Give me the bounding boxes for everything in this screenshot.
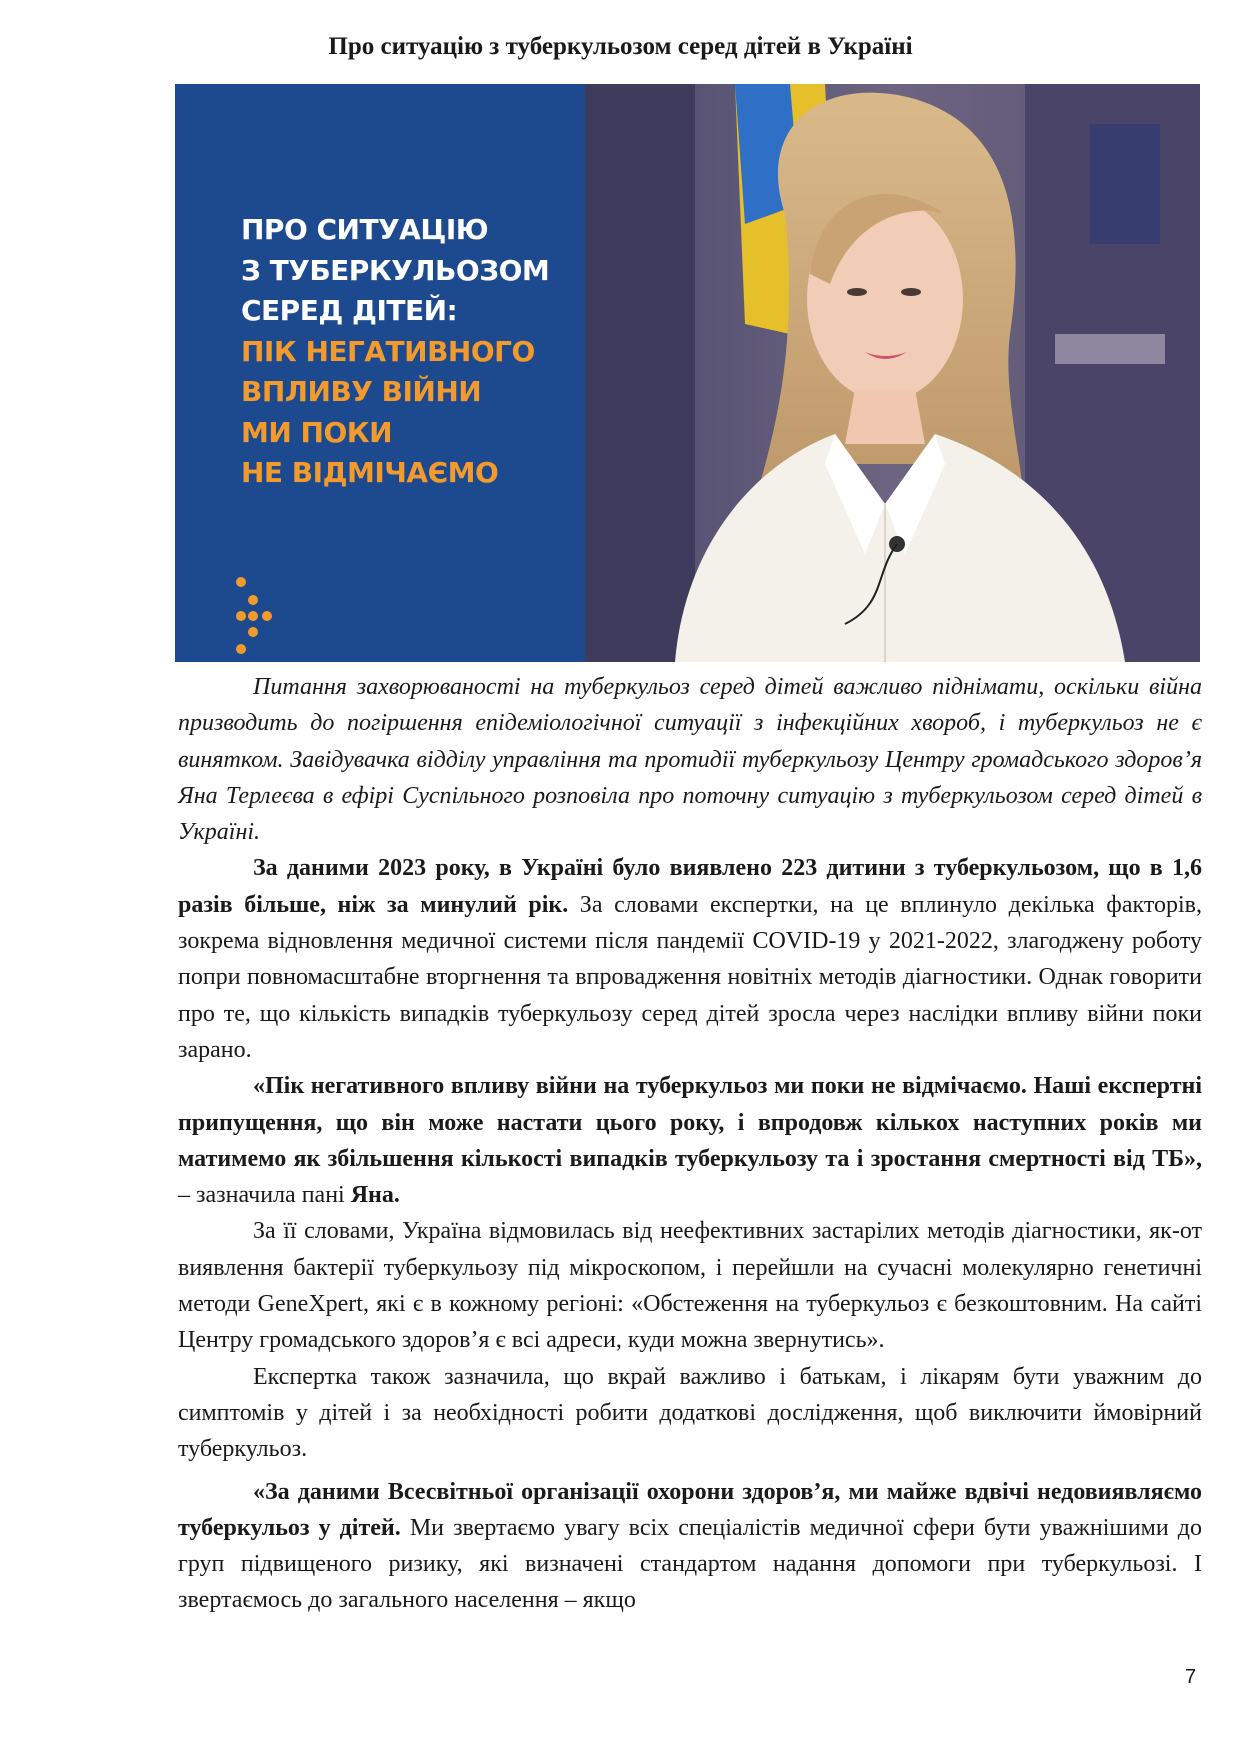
banner-line: МИ ПОКИ xyxy=(241,415,393,449)
paragraph: За її словами, Україна відмовилась від неефективних застарілих методів діагностики, як-от виявлення бактерії туберкульозу під мікроскопом, і перейшли на сучасні молекулярно генетичні методи GeneXpert, які є в кожному регіоні: «Обстеження на туберкульоз є безкоштовним. На сайті Центру громадського здоров’я є всі адреси, куди можна звернутись». xyxy=(178,1218,1202,1354)
banner-line: НЕ ВІДМІЧАЄМО xyxy=(241,456,499,489)
speaker-photo-illustration xyxy=(585,84,1200,662)
banner-line: ВПЛИВУ ВІЙНИ xyxy=(241,375,482,408)
page-number: 7 xyxy=(1185,1666,1197,1688)
speaker-photo xyxy=(585,84,1200,662)
banner-headline xyxy=(241,210,549,494)
paragraph-text: – зазначила пані xyxy=(178,1182,351,1209)
paragraph-text: За словами експертки, на це вплинуло декілька факторів, зокрема відновлення медичної системи після пандемії COVID-19 у 2021-2022, злагоджену роботу попри повномасштабне вторгнення та впровадження новітніх методів діагностики. Однак говорити про те, що кількість випадків туберкульозу серед дітей зросла через наслідки впливу війни поки зарано. xyxy=(178,891,1202,1063)
lead-paragraph: Питання захворюваності на туберкульоз серед дітей важливо піднімати, оскільки війна призводить до погіршення епідеміологічної ситуації з інфекційних хвороб, і туберкульоз не є винятком. Завідувачка відділу управління та протидії туберкульозу Центру громадського здоров’я Яна Терлеєва в ефірі Суспільного розповіла про поточну ситуацію з туберкульозом серед дітей в Україні. xyxy=(178,674,1202,846)
quote-bold: «За даними Всесвітньої організації охорони здоров’я, ми майже вдвічі недовиявляємо туберкульоз у дітей. xyxy=(178,1478,1202,1541)
quote-bold: «Пік негативного впливу війни на туберкульоз ми поки не відмічаємо. Наші експертні припущення, що він може настати цього року, і впродовж кількох наступних років ми матимемо як збільшення кількості випадків туберкульозу та і зростання смертності від ТБ», xyxy=(178,1073,1202,1172)
page-title: Про ситуацію з туберкульозом серед дітей в Україні xyxy=(328,33,913,60)
paragraph-text: Ми звертаємо увагу всіх спеціалістів медичної сфери бути уважнішими до груп підвищеного ризику, які визначені стандартом надання допомоги при туберкульозі. І звертаємось до загального населення – якщо xyxy=(178,1514,1202,1614)
banner-line: З ТУБЕРКУЛЬОЗОМ xyxy=(241,253,550,287)
quote-paragraph xyxy=(178,1068,1202,1213)
article-body xyxy=(178,669,1202,1619)
paragraph: Експертка також зазначила, що вкрай важливо і батькам, і лікарям бути уважним до симптомів у дітей і за необхідності робити додаткові дослідження, щоб виключити ймовірний туберкульоз. xyxy=(178,1363,1202,1463)
paragraph-bold: За даними 2023 року, в Україні було виявлено 223 дитини з туберкульозом, що в 1,6 разів більше, ніж за минулий рік. xyxy=(178,855,1202,918)
banner-text-panel xyxy=(175,84,585,662)
banner-line: ПІК НЕГАТИВНОГО xyxy=(241,334,535,368)
article-banner-image xyxy=(175,84,1200,662)
banner-line: ПРО СИТУАЦІЮ xyxy=(241,213,489,246)
paragraph xyxy=(178,850,1202,1068)
banner-line: СЕРЕД ДІТЕЙ: xyxy=(241,294,458,327)
cgz-logo-dots-icon xyxy=(231,576,287,656)
speaker-name: Яна. xyxy=(350,1182,400,1209)
quote-paragraph xyxy=(178,1474,1202,1619)
